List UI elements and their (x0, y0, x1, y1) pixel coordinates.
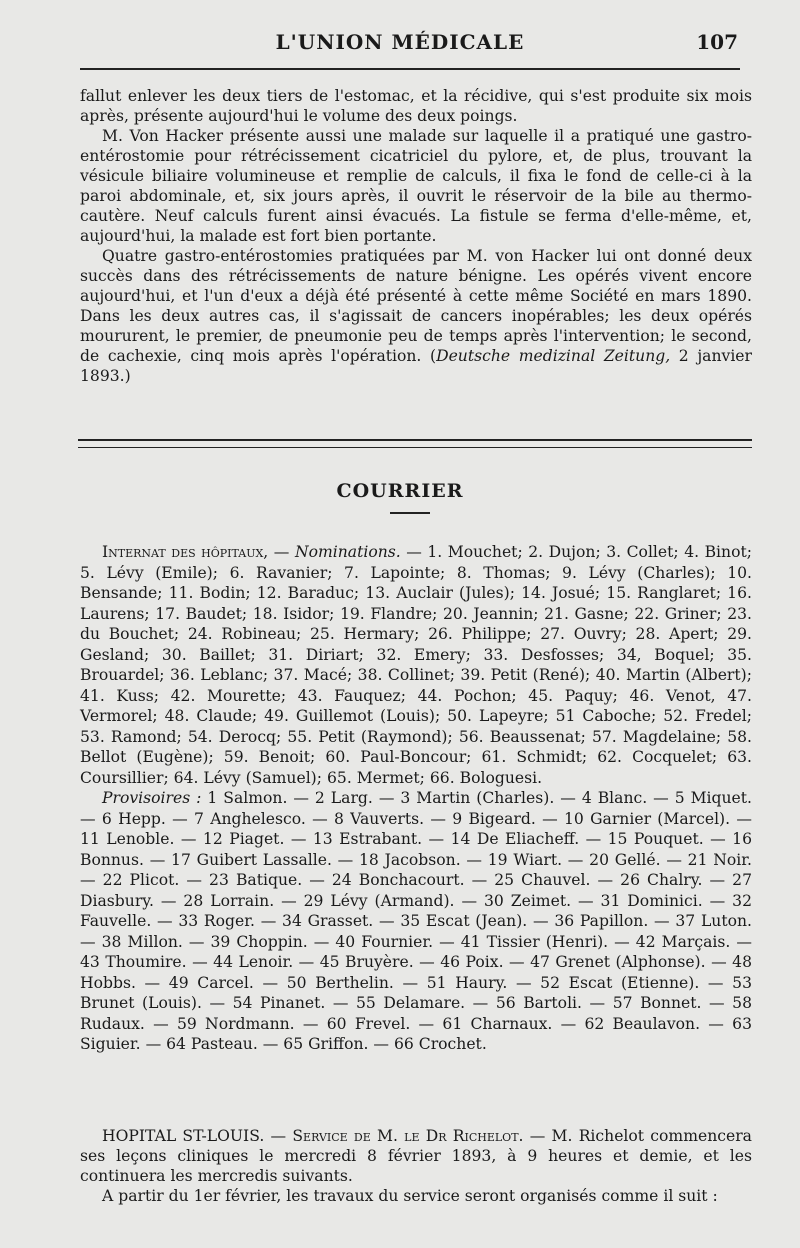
hopital-dash: — (264, 1127, 293, 1145)
section-title-rule (390, 512, 430, 514)
page-number: 107 (696, 30, 738, 54)
hopital-label: HOPITAL ST-LOUIS. (102, 1127, 265, 1145)
article-paragraph-3-end: 2 janvier 1893.) (80, 347, 752, 385)
article-paragraph-3-text: Quatre gastro-entérostomies pratiquées par M. von Hacker lui ont donné deux succès dans des rétrécissements de nature bénigne. Les opérés vivent encore aujourd'hui, et l'un d'eux a déjà été présenté à cette même Société en mars 1890. Dans les deux autres cas, il s'agissait de cancers inopérables; les deux opérés moururent, le premier, de pneumonie peu de temps après l'intervention; le second, de cachexie, cinq mois après l'opération. ( (80, 247, 752, 365)
running-header-title: L'UNION MÉDICALE (275, 30, 525, 54)
last-line: A partir du 1er février, les travaux du service seront organisés comme il suit : (102, 1187, 718, 1205)
provisoires-list: 1 Salmon. — 2 Larg. — 3 Martin (Charles). — 4 Blanc. — 5 Miquet. — 6 Hepp. — 7 Anghelesco. — 8 Vauverts. — 9 Bigeard. — 10 Garnier (Marcel). — 11 Lenoble. — 12 Piaget. — 13 Estrabant. — 14 De Eliacheff. — 15 Pouquet. — 16 Bonnus. — 17 Guibert Lassalle. — 18 Jacobson. — 19 Wiart. — 20 Gellé. — 21 Noir. — 22 Plicot. — 23 Batique. — 24 Bonchacourt. — 25 Chauvel. — 26 Chalry. — 27 Diasbury. — 28 Lorrain. — 29 Lévy (Armand). — 30 Zeimet. — 31 Dominici. — 32 Fauvelle. — 33 Roger. — 34 Grasset. — 35 Escat (Jean). — 36 Papillon. — 37 Luton. — 38 Millon. — 39 Choppin. — 40 Fournier. — 41 Tissier (Henri). — 42 Marçais. — 43 Thoumire. — 44 Lenoir. — 45 Bruyère. — 46 Poix. — 47 Grenet (Alphonse). — 48 Hobbs. — 49 Carcel. — 50 Berthelin. — 51 Haury. — 52 Escat (Etienne). — 53 Brunet (Louis). — 54 Pinanet. — 55 Delamare. — 56 Bartoli. — 57 Bonnet. — 58 Rudaux. — 59 Nordmann. — 60 Frevel. — 61 Charnaux. — 62 Beaulavon. — 63 Siguier. — 64 Pasteau. — 65 Griffon. — 66 Crochet. (80, 789, 753, 1053)
provisoires-paragraph (80, 788, 752, 1055)
internat-label: Internat des hôpitaux, (102, 543, 269, 561)
nominations-list: — 1. Mouchet; 2. Dujon; 3. Collet; 4. Binot; 5. Lévy (Emile); 6. Ravanier; 7. Lapointe; 8. Thomas; 9. Lévy (Charles); 10. Bensande; 11. Bodin; 12. Baraduc; 13. Auclair (Jules); 14. Josué; 15. Ranglaret; 16. Laurens; 17. Baudet; 18. Isidor; 19. Flandre; 20. Jeannin; 21. Gasne; 22. Griner; 23. du Bouchet; 24. Robineau; 25. Hermary; 26. Philippe; 27. Ouvry; 28. Apert; 29. Gesland; 30. Baillet; 31. Diriart; 32. Emery; 33. Desfosses; 34, Boquel; 35. Brouardel; 36. Leblanc; 37. Macé; 38. Collinet; 39. Petit (René); 40. Martin (Albert); 41. Kuss; 42. Mourette; 43. Fauquez; 44. Pochon; 45. Paquy; 46. Venot, 47. Vermorel; 48. Claude; 49. Guillemot (Louis); 50. Lapeyre; 51 Caboche; 52. Fredel; 53. Ramond; 54. Derocq; 55. Petit (Raymond); 56. Beaussenat; 57. Magdelaine; 58. Bellot (Eugène); 59. Benoit; 60. Paul-Boncour; 61. Schmidt; 62. Cocquelet; 63. Coursillier; 64. Lévy (Samuel); 65. Mermet; 66. Bologuesi. (80, 543, 752, 787)
article-paragraph-2: M. Von Hacker présente aussi une malade sur laquelle il a pratiqué une gastro-entérostomie pour rétrécissement cicatriciel du pylore, et, de plus, trouvant la vésicule biliaire volumineuse et remplie de calculs, il fixa le fond de celle-ci à la paroi abdominale, et, six jours après, il ouvrit le réservoir de la bile au thermo-cautère. Neuf calculs furent ainsi évacués. La fistule se ferma d'elle-même, et, aujourd'hui, la malade est fort bien portante. (80, 127, 752, 245)
section-title: COURRIER (336, 480, 464, 502)
article-paragraph-1: fallut enlever les deux tiers de l'estomac, et la récidive, qui s'est produite six mois après, présente aujourd'hui le volume des deux poings. (80, 87, 752, 125)
article-body (80, 86, 752, 386)
section-separator (78, 439, 752, 448)
courrier-body (80, 542, 752, 1055)
service-label: Service de M. le Dr Richelot. (292, 1127, 524, 1145)
article-paragraph-3 (80, 246, 752, 386)
hopital-paragraph (80, 1126, 752, 1186)
internat-paragraph (80, 542, 752, 788)
hopital-text: — M. Richelot commencera ses leçons cliniques le mercredi 8 février 1893, à 9 heures et demie, et les continuera les mercredis suivants. (80, 1127, 752, 1185)
hopital-body (80, 1126, 752, 1206)
header-rule (80, 68, 740, 70)
journal-citation: Deutsche medizinal Zeitung, (436, 347, 671, 365)
provisoires-label: Provisoires : (102, 789, 202, 807)
nominations-label: Nominations. (294, 543, 401, 561)
internat-dash: — (268, 543, 295, 561)
